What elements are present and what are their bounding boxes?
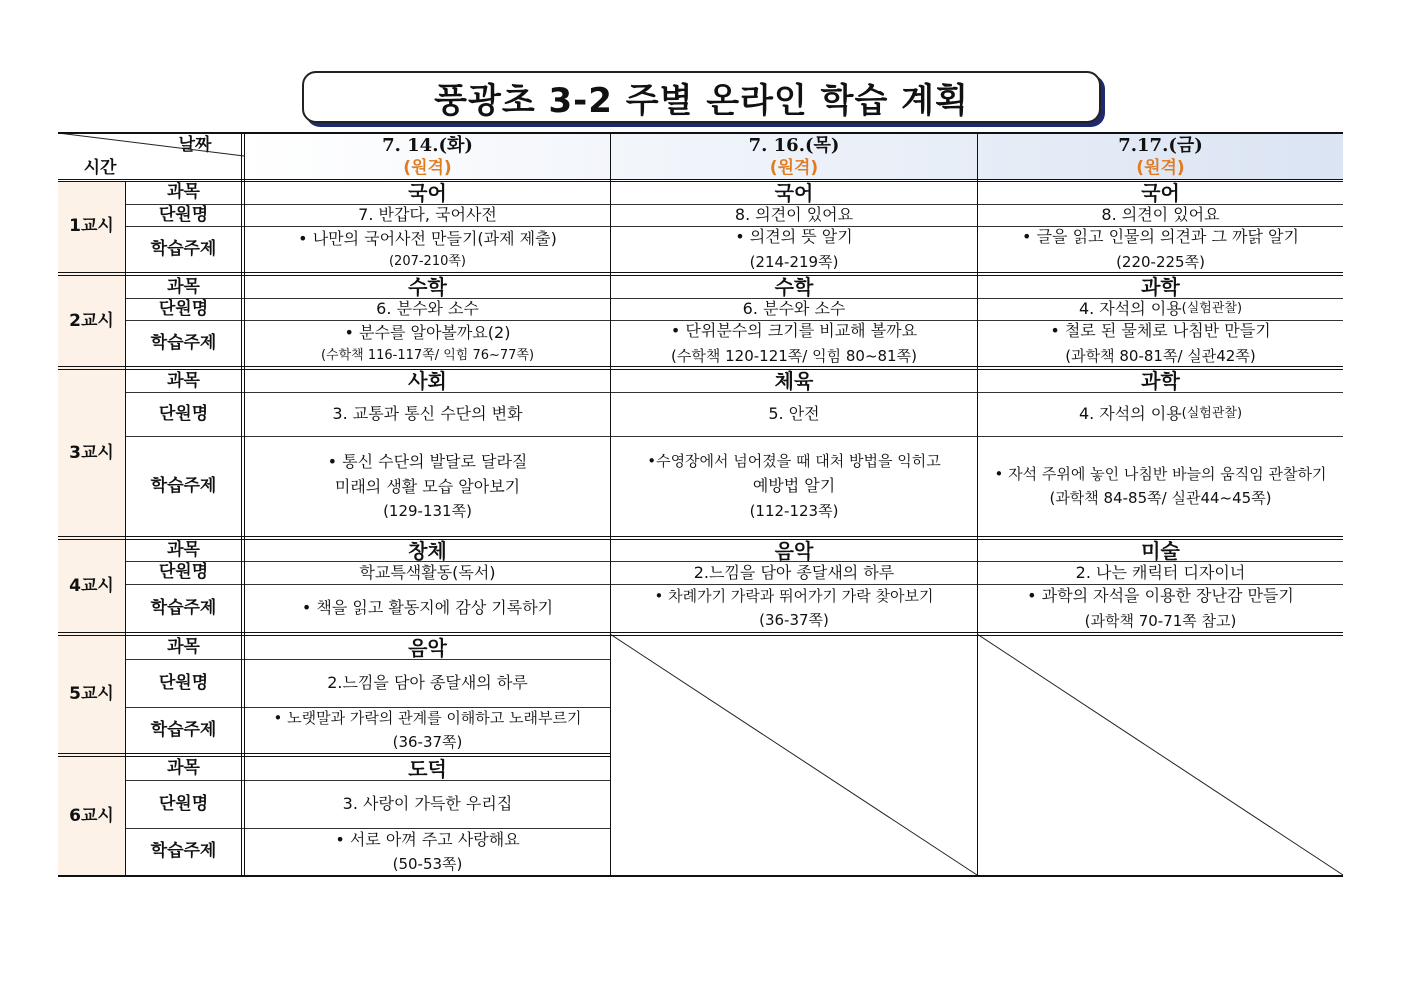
topic-text: 미래의 생활 모습 알아보기 [334,477,521,496]
day-header-fri [978,133,1343,180]
topic-text: •수영장에서 넘어졌을 때 대처 방법을 익히고 [647,452,941,471]
topic-text: • 철로 된 물체로 나침반 만들기 [1050,321,1271,341]
day-date: 7. 16.(목) [748,134,840,156]
day-date: 7. 14.(화) [382,134,473,156]
period-label-1: 1교시 [69,216,114,237]
unit-cell: 8. 의견이 있어요 [734,205,854,225]
row-label-subject: 과목 [167,758,200,779]
row-label-unit: 단원명 [158,793,209,814]
subject-cell: 과학 [1141,275,1180,299]
topic-text: • 서로 아껴 주고 사랑해요 [335,829,520,849]
topic-cell [611,226,977,272]
subject-cell: 국어 [774,180,814,205]
pages-text: (수학책 120-121쪽/ 익힘 80~81쪽) [671,346,917,365]
pages-text: (214-219쪽) [749,252,839,271]
row-label-unit: 단원명 [158,562,209,583]
subject-cell: 과학 [1141,369,1180,393]
row-label-subject: 과목 [167,370,200,391]
row-label-subject: 과목 [167,540,200,561]
unit-cell: 6. 분수와 소수 [376,299,479,319]
topic-cell [245,436,610,536]
unit-cell [978,392,1343,436]
row-label-subject: 과목 [167,182,200,203]
period-label-4: 4교시 [69,575,114,596]
pages-text: (36-37쪽) [759,611,829,629]
day-date: 7.17.(금) [1118,134,1203,156]
pages-text: (129-131쪽) [383,502,472,521]
row-label-topic: 학습주제 [150,332,217,353]
topic-text: • 분수를 알아볼까요(2) [344,322,511,342]
day-mode: (원격) [403,158,452,179]
unit-text: 4. 자석의 이용 [1078,299,1182,319]
day-header-tue [245,133,610,180]
unit-note: (실험관찰) [1181,406,1243,422]
row-label-topic: 학습주제 [150,841,217,862]
subject-cell: 음악 [774,538,814,563]
subject-cell: 국어 [1141,180,1180,205]
unit-cell: 3. 사랑이 가득한 우리집 [342,794,513,814]
unit-note: (실험관찰) [1181,301,1243,317]
topic-text: 예방법 알기 [752,476,836,496]
period-label-2: 2교시 [69,310,114,331]
row-label-unit: 단원명 [158,672,209,693]
topic-text: • 노랫말과 가락의 관계를 이해하고 노래부르기 [273,709,582,727]
page-title: 풍광초 3-2 주별 온라인 학습 계획 [302,71,1101,123]
topic-text: • 통신 수단의 발달로 달라질 [327,451,528,471]
pages-text: (수학책 116-117쪽/ 익힘 76~77쪽) [320,347,535,363]
unit-cell: 2.느낌을 담아 종달새의 하루 [693,562,895,582]
pages-text: (220-225쪽) [1116,252,1205,271]
unit-cell: 8. 의견이 있어요 [1101,205,1220,225]
topic-cell [245,226,610,272]
row-label-unit: 단원명 [158,298,209,319]
unit-cell: 5. 안전 [768,404,820,424]
topic-cell [978,320,1343,366]
subject-cell: 사회 [408,369,447,393]
unit-cell: 학교특색활동(독서) [359,562,496,582]
period-label-3: 3교시 [69,442,114,463]
topic-cell [245,828,610,875]
row-label-unit: 단원명 [158,204,209,225]
pages-text: (과학책 84-85쪽/ 실관44~45쪽) [1049,489,1272,507]
pages-text: (과학책 70-71쪽 참고) [1084,611,1237,630]
topic-cell [245,320,610,366]
topic-cell [611,436,977,536]
subject-cell: 창체 [408,538,447,563]
row-label-subject: 과목 [167,276,200,297]
unit-cell: 7. 반갑다, 국어사전 [358,205,497,225]
topic-cell [978,226,1343,272]
unit-cell: 2.느낌을 담아 종달새의 하루 [327,673,528,693]
topic-cell [611,320,977,366]
row-label-topic: 학습주제 [150,238,217,259]
subject-cell: 수학 [774,275,814,299]
row-label-topic: 학습주제 [150,597,217,618]
unit-text: 4. 자석의 이용 [1078,404,1182,424]
unit-cell: 3. 교통과 통신 수단의 변화 [332,404,523,424]
topic-cell [245,707,610,753]
topic-text: • 책을 읽고 활동지에 감상 기록하기 [301,598,554,618]
empty-cell-diagonal-thu [610,634,977,875]
topic-cell [978,584,1343,632]
subject-cell: 수학 [408,275,447,299]
row-label-topic: 학습주제 [150,719,217,740]
subject-cell: 도덕 [408,756,447,781]
row-label-unit: 단원명 [158,403,209,424]
topic-text: • 단위분수의 크기를 비교해 볼까요 [670,321,918,341]
subject-cell: 국어 [408,180,447,205]
unit-cell: 2. 나는 캐릭터 디자이너 [1075,562,1246,582]
topic-text: • 자석 주위에 놓인 나침반 바늘의 움직임 관찰하기 [994,465,1327,483]
topic-cell [245,584,610,632]
topic-text: • 의견의 뜻 알기 [735,227,853,247]
unit-cell [978,298,1343,320]
pages-text: (207-210쪽) [388,253,467,269]
topic-cell [978,436,1343,536]
pages-text: (112-123쪽) [749,501,839,520]
pages-text: (과학책 80-81쪽/ 실관42쪽) [1065,346,1256,365]
subject-cell: 체육 [774,369,814,393]
day-header-thu [611,133,977,180]
row-label-subject: 과목 [167,637,200,658]
topic-text: • 글을 읽고 인물의 의견과 그 까닭 알기 [1022,227,1299,247]
topic-text: • 나만의 국어사전 만들기(과제 제출) [298,228,557,248]
topic-text: • 과학의 자석을 이용한 장난감 만들기 [1027,586,1294,606]
row-label-topic: 학습주제 [150,475,217,496]
subject-cell: 미술 [1141,538,1180,563]
pages-text: (36-37쪽) [392,733,463,751]
corner-date-label: 날짜 [178,134,212,155]
topic-text: • 차례가기 가락과 뛰어가기 가락 찾아보기 [654,587,934,605]
topic-cell [611,584,977,632]
period-label-6: 6교시 [69,805,114,826]
day-mode: (원격) [1136,158,1185,179]
subject-cell: 음악 [408,635,447,660]
unit-cell: 6. 분수와 소수 [742,299,846,319]
period-label-5: 5교시 [69,684,114,705]
corner-time-label: 시간 [83,157,117,178]
day-mode: (원격) [769,158,819,179]
empty-cell-diagonal-fri [977,634,1343,875]
pages-text: (50-53쪽) [392,855,463,874]
